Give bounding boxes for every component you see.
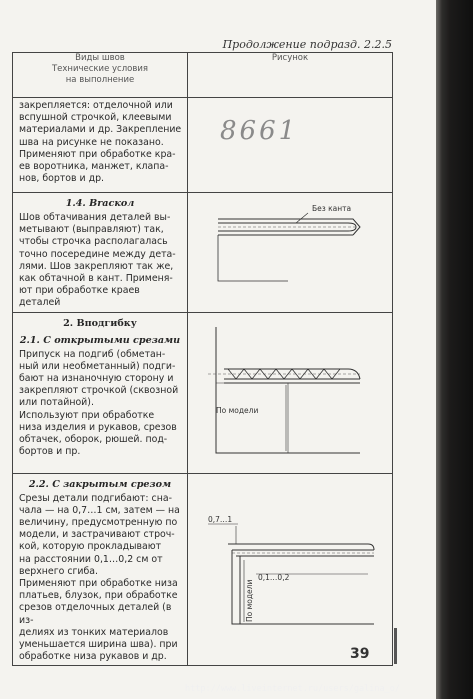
col-header-figure: Рисунок [188, 53, 393, 98]
page-number-rule [394, 628, 397, 664]
watermark-url: http://www.liveinternet.ru/users/galina_o/ [185, 684, 400, 694]
row2-title: 1.4. Вraскол [65, 198, 135, 209]
row4-title: 2.2. С закрытым срезом [28, 478, 172, 490]
row3-title: 2.1. С открытыми срезами [19, 334, 181, 346]
label-0-1-0-2: 0,1…0,2 [258, 572, 290, 582]
table-row [13, 473, 393, 666]
table-row [13, 193, 393, 313]
row4-figure-cell [188, 473, 393, 666]
seam-diagram-vraskol [188, 193, 393, 305]
table-row [13, 98, 393, 193]
row3-text: Припуск на подгиб (обметан- ный или необметанный) подги- бают на изнаночную сторону и закрепляют строчкой (сквозной или потайной). Используют при обработке низа изделия и рукавов, срезов обтачек, оборок, рюшей. под- бортов и пр. [19, 348, 179, 458]
row2-figure-cell [188, 193, 393, 313]
row4-text: Срезы детали подгибают: сна- чала — на 0,7…1 см, затем — на величину, предусмотренную по модели, и застрачивают строч- кой, которую прокладывают на расстоянии 0,1…0,2 см от верхнего сгиба. Применяют при обработке низа платьев, блузок, при обработке срезов отделочных деталей (в из- делиях из тонких материалов уменьшается ширина шва). при обработке низа рукавов и др. [19, 492, 180, 663]
row1-figure-cell [188, 98, 393, 193]
book-spine-shadow [436, 0, 473, 699]
page-number: 39 [350, 646, 370, 662]
label-bez-kanta: Без канта [312, 204, 352, 213]
col-header-seam-types: Виды швов Технические условия на выполнение [13, 53, 188, 98]
label-po-modeli-vertical: По модели [245, 579, 254, 622]
running-head: Продолжение подразд. 2.2.5 [222, 38, 392, 51]
handwritten-note: 8661 [220, 116, 299, 146]
row2-text-cell [13, 193, 188, 313]
row1-text-cell [13, 98, 188, 193]
row3-figure-cell [188, 312, 393, 473]
seam-diagram-open-edge [188, 313, 393, 473]
row2-text: Шов обтачивания деталей вы- метывают (выправляют) так, чтобы строчка располагалась точно посередине между дета- лями. Шов закрепляют так же, как обтачной в кант. Применя- ют при обработке краев деталей [19, 212, 176, 309]
table-row [13, 312, 393, 473]
row3-text-cell [13, 312, 188, 473]
label-0-7-1: 0,7…1 [208, 514, 233, 524]
seam-table [12, 52, 393, 666]
table-header-row [13, 53, 393, 98]
row3-section: 2. Вподгибку [63, 317, 137, 329]
row1-text: закрепляется: отделочной или вспушной строчкой, клеевыми материалами и др. Закрепление шва на рисунке не показано. Применяют при обработке кра- ев воротника, манжет, клапа- нов, бортов и др. [19, 100, 182, 185]
seam-diagram-closed-edge [188, 474, 393, 646]
label-po-modeli: По модели [216, 405, 259, 415]
row4-text-cell [13, 473, 188, 666]
